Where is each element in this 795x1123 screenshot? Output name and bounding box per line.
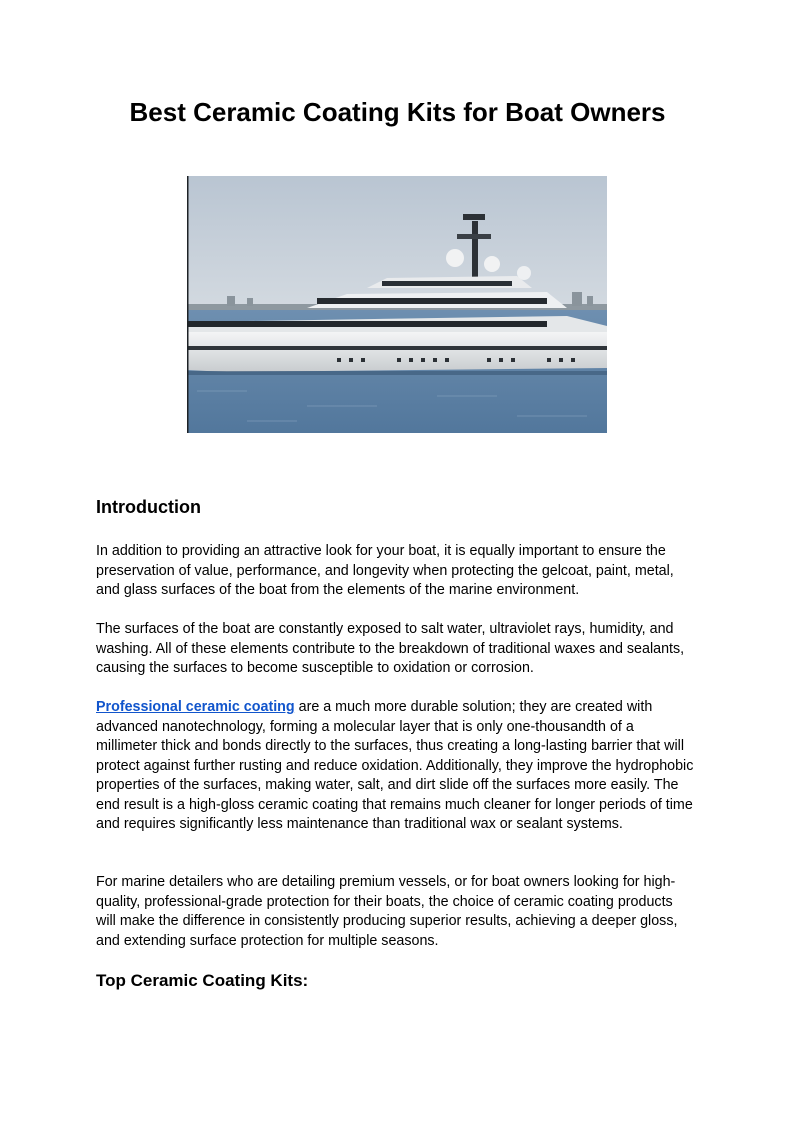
hero-image — [187, 176, 607, 433]
section-heading-introduction: Introduction — [96, 497, 201, 517]
intro-paragraph-4: For marine detailers who are detailing premium vessels, or for boat owners looking for high-quality, professional-grade protection for their boats, the choice of ceramic coating products will make the difference in consistently producing superior results, achieving a deeper gloss, and extending surface protection for multiple seasons. — [96, 874, 678, 949]
professional-ceramic-coating-link[interactable]: Professional ceramic coating — [96, 699, 295, 715]
intro-paragraph-2: The surfaces of the boat are constantly exposed to salt water, ultraviolet rays, humidity, and washing. All of these elements contribute to the breakdown of traditional waxes and sealants, causing the surfaces to become susceptible to oxidation or corrosion. — [96, 621, 685, 676]
yacht-photo-icon — [187, 176, 607, 433]
intro-paragraph-1: In addition to providing an attractive look for your boat, it is equally important to ensure the preservation of value, performance, and longevity when protecting the gelcoat, paint, metal, and glass surfaces of the boat from the elements of the marine environment. — [96, 543, 674, 598]
section-heading-top-kits: Top Ceramic Coating Kits: — [96, 971, 309, 990]
intro-paragraph-3 — [96, 698, 696, 835]
intro-paragraph-3-text: are a much more durable solution; they are created with advanced nanotechnology, forming a molecular layer that is only one-thousandth of a millimeter thick and bonds directly to the surfaces, thus creating a long-lasting barrier that will protect against further rusting and reduce oxidation. Additionally, they improve the hydrophobic properties of the surfaces, making water, salt, and dirt slide off the surfaces more easily. The end result is a high-gloss ceramic coating that remains much cleaner for longer periods of time and requires significantly less maintenance than traditional wax or sealant systems. — [96, 699, 694, 832]
page-title: Best Ceramic Coating Kits for Boat Owners — [129, 97, 666, 127]
